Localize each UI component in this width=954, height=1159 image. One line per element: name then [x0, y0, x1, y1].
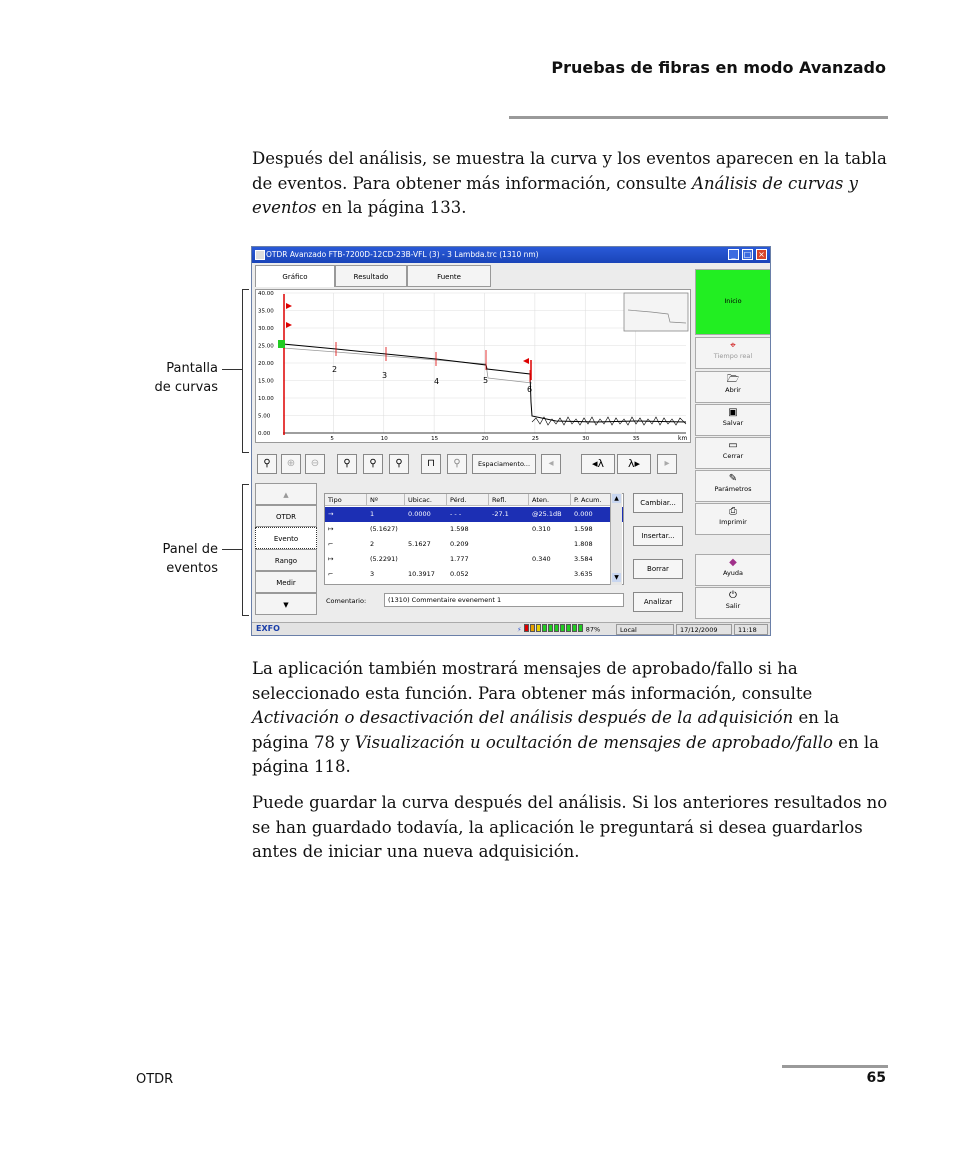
footer-rule	[782, 1065, 888, 1068]
start-marker-box	[278, 340, 285, 348]
view-tabs	[255, 265, 691, 287]
table-cell-type: →	[328, 510, 334, 518]
x-tick-label: 30	[582, 436, 590, 442]
battery-segment	[542, 624, 547, 632]
running-header: Pruebas de fibras en modo Avanzado	[551, 58, 886, 77]
status-date: 17/12/2009	[676, 624, 732, 635]
x-tick-label: 35	[632, 436, 640, 442]
table-cell-att: 0.310	[532, 525, 551, 533]
event-label-2: 2	[332, 365, 338, 374]
print-button[interactable]: ⎙ Imprimir	[695, 503, 771, 535]
table-cell-type: ⌐	[328, 540, 334, 548]
table-row[interactable]	[325, 537, 623, 552]
callout-curves-bracket	[242, 289, 249, 453]
zoom-toolbar	[255, 454, 691, 478]
zoom-marker-icon[interactable]: ⊓	[421, 454, 441, 474]
table-cell-loss: 1.598	[450, 525, 469, 533]
marker-arrow-1	[286, 303, 292, 309]
nav-otdr[interactable]: OTDR	[255, 505, 317, 527]
y-tick-label: 10.00	[258, 396, 274, 402]
x-unit: km	[678, 435, 688, 442]
table-cell-loss: - - -	[450, 510, 462, 518]
battery-segment	[572, 624, 577, 632]
paragraph-1: Después del análisis, se muestra la curva y los eventos aparecen en la tabla de eventos. Para obtener más información, consulte Análisis de curvas y eventos en la página 133.	[252, 149, 887, 217]
zoom-fit-icon[interactable]: ⚲	[389, 454, 409, 474]
zoom-vertical-icon[interactable]: ⚲	[363, 454, 383, 474]
callout-curves-leader	[222, 369, 242, 370]
table-cell-no: (5.2291)	[370, 555, 398, 563]
overview-thumbnail	[624, 293, 688, 331]
battery-segment	[530, 624, 535, 632]
nav-up-icon[interactable]: ▲	[255, 483, 317, 505]
table-row[interactable]	[325, 567, 623, 582]
table-cell-no: 1	[370, 510, 375, 518]
battery-segment	[554, 624, 559, 632]
status-time: 11:18	[734, 624, 768, 635]
comment-input[interactable]: (1310) Commentaire evenement 1	[384, 593, 624, 607]
battery-segment	[566, 624, 571, 632]
trace-display[interactable]	[255, 289, 691, 443]
nav-evento[interactable]: Evento	[255, 527, 317, 549]
scroll-down-icon[interactable]: ▼	[612, 573, 621, 582]
callout-curves: Pantalla de curvas	[154, 361, 218, 395]
lambda-next-button[interactable]: λ▸	[617, 454, 651, 474]
battery-segment	[536, 624, 541, 632]
zoom-in-icon[interactable]: ⊕	[281, 454, 301, 474]
zoom-out-icon[interactable]: ⊖	[305, 454, 325, 474]
minimize-icon[interactable]: _	[728, 249, 739, 260]
x-tick-label: 10	[380, 436, 388, 442]
table-cell-loc: 5.1627	[408, 540, 431, 548]
y-tick-label: 30.00	[258, 326, 274, 332]
col-no[interactable]: Nº	[367, 494, 405, 506]
table-cell-loc: 10.3917	[408, 570, 435, 578]
prev-event-icon[interactable]: ◂	[541, 454, 561, 474]
scroll-up-icon[interactable]: ▲	[612, 494, 621, 503]
table-cell-cum: 1.598	[574, 525, 593, 533]
printer-icon: ⎙	[729, 506, 737, 517]
battery-segment	[578, 624, 583, 632]
nav-rango[interactable]: Rango	[255, 549, 317, 571]
status-mode: Local	[616, 624, 674, 635]
table-cell-type: ↦	[328, 525, 334, 533]
help-button[interactable]: ◆ Ayuda	[695, 554, 771, 586]
edit-icon: ✎	[728, 473, 738, 484]
x-tick-label: 15	[431, 436, 439, 442]
floppy-icon: ▣	[728, 407, 738, 418]
close-icon[interactable]: ×	[756, 249, 767, 260]
app-icon	[255, 250, 265, 260]
tab-resultado[interactable]: Resultado	[335, 265, 407, 287]
x-tick-label: 25	[531, 436, 539, 442]
trace-graph	[256, 290, 690, 442]
help-book-icon: ◆	[729, 557, 737, 568]
y-tick-label: 25.00	[258, 343, 274, 350]
insert-button[interactable]: Insertar...	[633, 526, 683, 546]
lambda-prev-button[interactable]: ◂λ	[581, 454, 615, 474]
battery-segment	[548, 624, 553, 632]
maximize-icon[interactable]: □	[743, 250, 752, 259]
next-event-icon[interactable]: ▸	[657, 454, 677, 474]
table-cell-no: (5.1627)	[370, 525, 398, 533]
table-cell-cum: 0.000	[574, 510, 593, 518]
table-cell-cum: 3.584	[574, 555, 593, 563]
tab-fuente[interactable]: Fuente	[407, 265, 491, 287]
y-tick-label: 20.00	[258, 361, 274, 367]
col-pacum[interactable]: P. Acum.	[571, 494, 611, 506]
nav-down-icon[interactable]: ▼	[255, 593, 317, 615]
comment-label: Comentario:	[326, 597, 367, 605]
table-scrollbar[interactable]	[610, 493, 622, 585]
table-row[interactable]	[325, 552, 623, 567]
otdr-window	[251, 246, 771, 636]
col-refl[interactable]: Refl.	[489, 494, 529, 506]
exit-button[interactable]: ⏻ Salir	[695, 587, 771, 619]
zoom-select-icon[interactable]: ⚲	[257, 454, 277, 474]
y-tick-label: 0.00	[258, 431, 271, 437]
folder-open-icon: 🗁	[726, 374, 740, 385]
realtime-button[interactable]: ⌖ Tiempo real	[695, 337, 771, 369]
exfo-logo: EXFO	[256, 624, 280, 633]
event-label-5: 5	[483, 376, 489, 385]
zoom-reset-icon[interactable]: ⚲	[447, 454, 467, 474]
close-button[interactable]: ▭ Cerrar	[695, 437, 771, 469]
table-cell-loss: 0.052	[450, 570, 469, 578]
battery-segment	[524, 624, 529, 632]
table-cell-loss: 0.209	[450, 540, 469, 548]
spacing-button[interactable]: Espaciamento...	[472, 454, 536, 474]
open-button[interactable]: 🗁 Abrir	[695, 371, 771, 403]
nav-medir[interactable]: Medir	[255, 571, 317, 593]
y-tick-label: 40.00	[258, 291, 274, 297]
table-row[interactable]	[325, 507, 623, 522]
table-cell-type: ⌐	[328, 570, 334, 578]
col-ubicac[interactable]: Ubicac.	[405, 494, 447, 506]
callout-events: Panel de eventos	[162, 542, 218, 576]
col-perd[interactable]: Pérd.	[447, 494, 489, 506]
table-cell-no: 3	[370, 570, 375, 578]
table-cell-type: ↦	[328, 555, 334, 563]
battery-bars	[524, 624, 584, 635]
power-icon: ⏻	[729, 590, 737, 601]
event-label-4: 4	[434, 377, 440, 386]
battery-segment	[560, 624, 565, 632]
battery-indicator: ⚡ 87%	[517, 625, 601, 634]
table-row[interactable]	[325, 522, 623, 537]
delete-button[interactable]: Borrar	[633, 559, 683, 579]
right-command-panel	[695, 267, 771, 619]
col-tipo[interactable]: Tipo	[325, 494, 367, 506]
status-bar	[252, 622, 770, 636]
events-table[interactable]	[324, 493, 624, 585]
table-cell-refl: -27.1	[492, 510, 509, 518]
col-aten[interactable]: Aten.	[529, 494, 571, 506]
left-nav-panel	[255, 483, 317, 619]
x-tick-label: 20	[481, 436, 489, 442]
callout-events-leader	[222, 549, 242, 550]
callout-events-bracket	[242, 484, 249, 616]
y-tick-label: 35.00	[258, 308, 274, 315]
plug-icon: ⚡	[517, 625, 522, 634]
footer-title: OTDR	[136, 1072, 174, 1087]
tab-grafico[interactable]: Gráfico	[255, 265, 335, 287]
parameters-button[interactable]: ✎ Parámetros	[695, 470, 771, 502]
analyze-button[interactable]: Analizar	[633, 592, 683, 612]
y-tick-label: 15.00	[258, 378, 274, 385]
start-button[interactable]: Inicio	[695, 269, 771, 335]
table-cell-att: @25.1dB	[532, 510, 562, 518]
table-cell-att: 0.340	[532, 555, 551, 563]
page-number: 65	[866, 1070, 886, 1086]
event-label-6: 6	[527, 385, 533, 394]
table-cell-cum: 1.808	[574, 540, 593, 548]
marker-arrow-2	[286, 322, 292, 328]
paragraph-3: Puede guardar la curva después del análisis. Si los anteriores resultados no se han guardado todavía, la aplicación le preguntará si desea guardarlos antes de iniciar una nueva adquisición.	[252, 793, 888, 861]
table-cell-no: 2	[370, 540, 375, 548]
folder-icon: ▭	[728, 440, 738, 451]
paragraph-2: La aplicación también mostrará mensajes de aprobado/fallo si ha seleccionado esta función. Para obtener más información, consulte Activación o desactivación del análisis después de la adquisición en la página 78 y Visualización u ocultación de mensajes de aprobado/fallo en la página 118.	[252, 659, 879, 776]
header-rule	[509, 116, 888, 119]
crosshair-icon: ⌖	[730, 340, 736, 351]
table-cell-loc: 0.0000	[408, 510, 431, 518]
window-title: OTDR Avanzado FTB-7200D-12CD-23B-VFL (3) - 3 Lambda.trc (1310 nm)	[266, 250, 539, 259]
x-tick-label: 5	[330, 436, 334, 442]
event-label-3: 3	[382, 371, 388, 380]
change-button[interactable]: Cambiar...	[633, 493, 683, 513]
window-title-bar	[252, 247, 770, 263]
table-cell-loss: 1.777	[450, 555, 469, 563]
trace-curve-reference	[283, 348, 532, 383]
table-cell-cum: 3.635	[574, 570, 593, 578]
y-tick-label: 5.00	[258, 413, 271, 420]
save-button[interactable]: ▣ Salvar	[695, 404, 771, 436]
zoom-horizontal-icon[interactable]: ⚲	[337, 454, 357, 474]
